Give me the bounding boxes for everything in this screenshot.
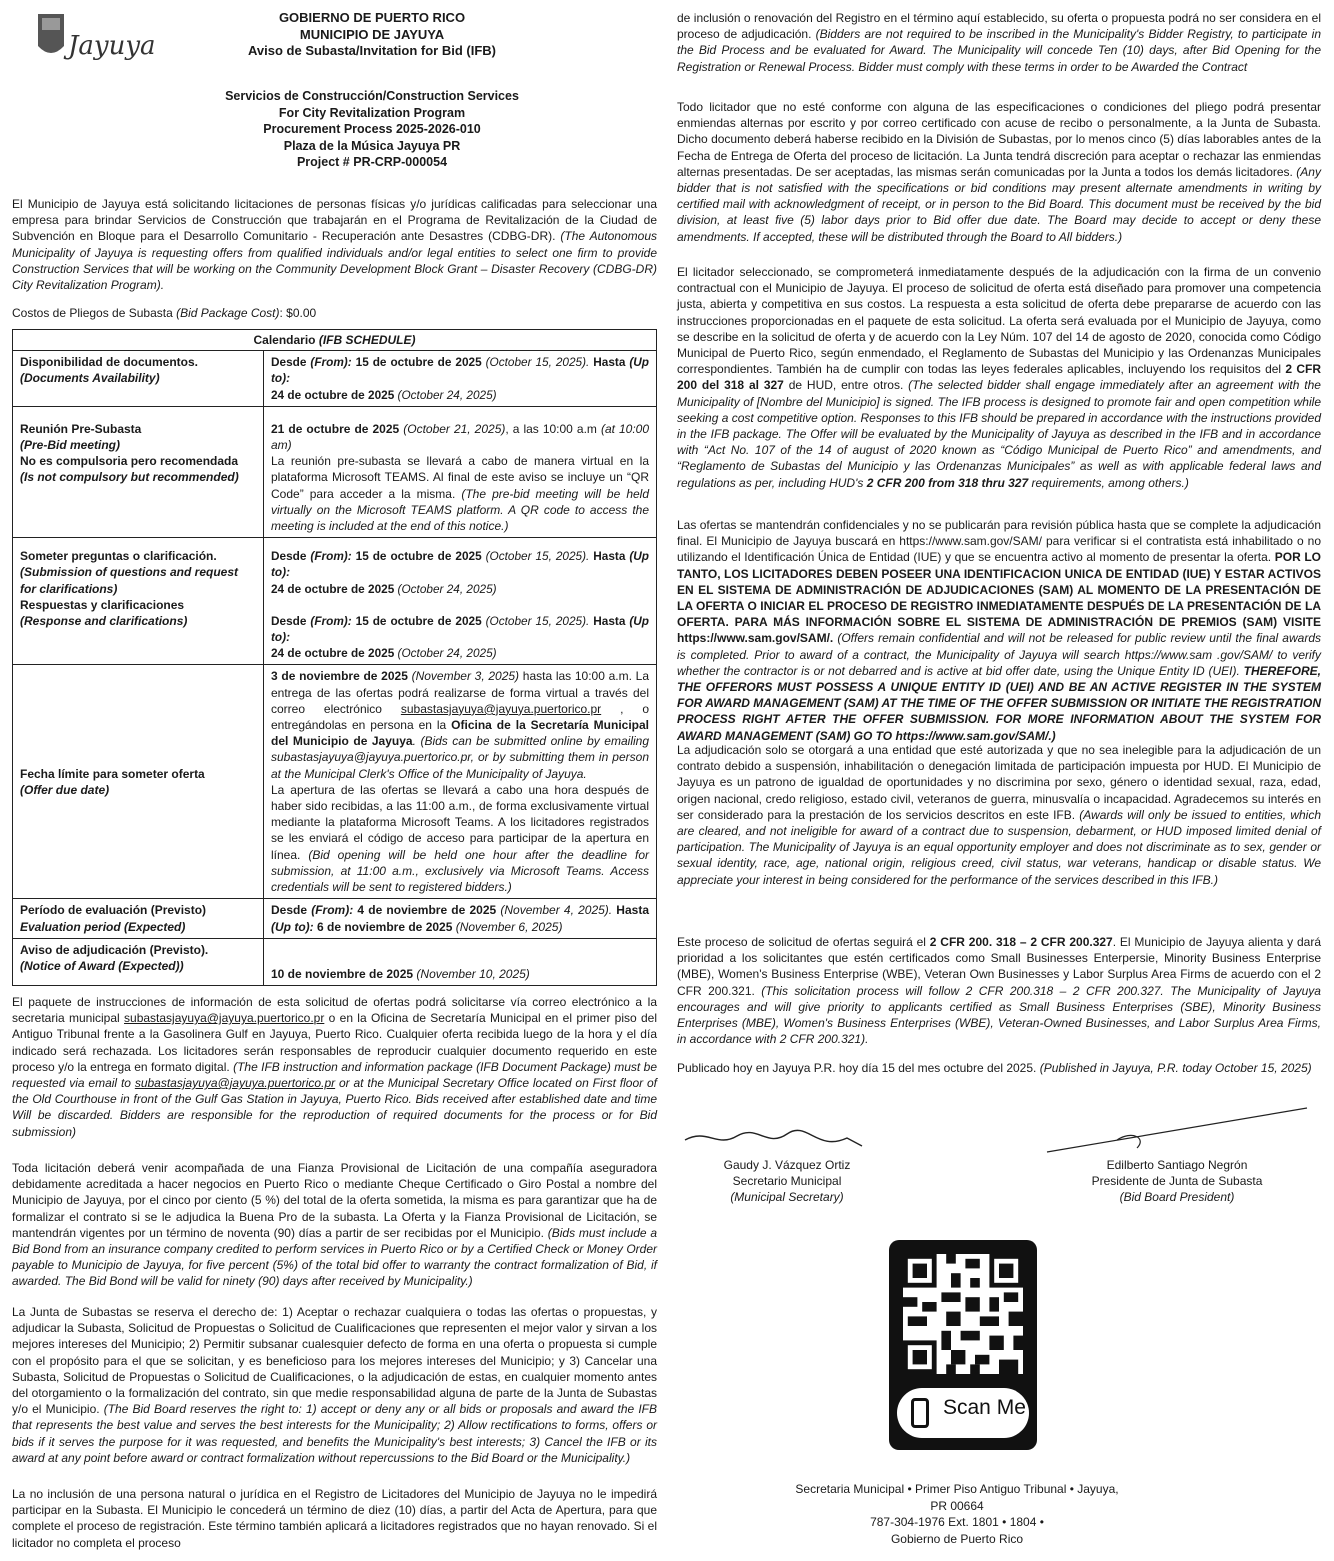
footer — [787, 1481, 1127, 1547]
header-subtitle — [222, 88, 522, 171]
intro-es: El Municipio de Jayuya está solicitando licitaciones de personas físicas y/o jurídicas calificadas para seleccionar una empresa para brindar Servicios de Construcción que trabajarán en el Programa de Revitalización de la Ciudad de Subvención en Bloque para el Desarrollo Comunitario - Recuperación ante Desastres (CDBG-DR). — [12, 197, 657, 244]
header-sub-3: Procurement Process 2025-2026-010 — [263, 122, 481, 136]
cfr-paragraph: Este proceso de solicitud de ofertas seguirá el 2 CFR 200. 318 – 2 CFR 200.327. El Municipio de Jayuya alienta y dará prioridad a los solicitantes que estén certificados como Small Businesses Enterpersie, Minority Business Enterprise (MBE), Women's Business Enterprise (WBE), Veteran Own Businesses y Labor Surplus Area Firms de acuerdo con el 2 CFR 200.321. (This solicitation process will follow 2 CFR 200.318 – 2 CFR 200.327. The Municipality of Jayuya encourages and will give priority to applicants certified as Small Business Enterprises (SBE), Minority Business Enterprises (MBE), Women's Business Enterprises (WBE), Veteran-Owned Businesses, and Labor Surplus Area Firms, in accordance with 2 CFR 200.321). — [677, 935, 1322, 1047]
signature-block-president — [1077, 1157, 1277, 1205]
signature-1-name: Gaudy J. Vázquez Ortiz — [723, 1158, 851, 1172]
registry-paragraph: La no inclusión de una persona natural o jurídica en el Registro de Licitadores del Municipio de Jayuya no le impedirá participar en la Subasta. El Municipio le concederá un término de diez (10) días, a partir del Acta de Apertura, para que complete el proceso de registración. Este término también aplicará a licitadores registrados que no hayan renovado. Si el licitador no completa el proceso — [12, 1487, 657, 1550]
svg-text:Jayuya: Jayuya — [68, 31, 156, 61]
intro-en: (The Autonomous Municipality of Jayuya is requesting offers from qualified individuals and/or legal entities to select one firm to provide Construction Services that will be working on the Community Development Block Grant – Disaster Recovery (CDBG-DR) City Revitalization Program). — [12, 229, 657, 293]
scan-me-button[interactable] — [897, 1388, 1029, 1438]
header-sub-1: Servicios de Construcción/Construction Services — [225, 89, 519, 103]
amendments-paragraph: Todo licitador que no esté conforme con alguna de las especificaciones o condiciones del pliego podrá presentar enmiendas alternas por escrito y por correo certificado con acuse de recibo o personalmente, a la Junta de Subasta. Dicho documento deberá haberse recibido en la División de Subastas, por lo menos cinco (5) días laborables antes de la Fecha de Entrega de Oferta del proceso de licitación. La Junta tendrá discreción para aceptar o rechazar las enmiendas alternas presentadas. De ser aceptadas, las mismas serán comunicadas por la Junta a todos los demás licitadores. (Any bidder that is not satisfied with the specifications or bid conditions may present alternate amendments in writing by certified mail with acknowledgment of receipt, or in person to the Bid Board. This document must be received by the bid division, at least five (5) labor days prior to Bid offer due date. The Board may decide to accept or deny these amendments. If accepted, these will be distributed through the Board to All bidders.) — [677, 100, 1321, 244]
footer-line-1: Secretaria Municipal • Primer Piso Antiguo Tribunal • Jayuya, PR 00664 — [795, 1482, 1119, 1513]
offer-email-link[interactable]: subastasjayuya@jayuya.puertorico.pr — [400, 701, 602, 716]
header-sub-2: For City Revitalization Program — [278, 105, 466, 120]
phone-icon — [911, 1398, 929, 1428]
table-row: Disponibilidad de documentos. (Documents Availability) Desde (From): 15 de octubre de 2025 (October 15, 2025). Hasta (Up to): 24 de octubre de 2025 (October 24, 2025) — [13, 351, 657, 407]
header — [12, 0, 657, 180]
signature-2-title: Presidente de Junta de Subasta — [1091, 1174, 1263, 1188]
scan-me-label: Scan Me — [943, 1396, 1026, 1419]
footer-line-3: Gobierno de Puerto Rico — [890, 1531, 1024, 1546]
intro-paragraph — [12, 196, 657, 293]
eligibility-paragraph: La adjudicación solo se otorgará a una entidad que esté autorizada y que no sea inelegible para la adjudicación de un contrato debido a suspensión, inhabilitación o denegación limitada de participación impuesta por HUD. El Municipio de Jayuya es un patrono de igualdad de oportunidades y no discrimina por sexo, género o identidad sexual, raza, edad, origen nacional, credo religioso, estado civil, veteranos de guerra, minusvalía o incapacidad. Agradecemos su interés en ser considerado para la prestación de los servicios descritos en este IFB. (Awards will only be issued to entities, which are cleared, and not ineligible for award of a contract due to suspension, debarment, or HUD imposed limited denial of participation. The Municipality of Jayuya is an equal opportunity employer and does not discriminate as to sex, gender or sexual identity, race, age, national origin, religious creed, civil status, war veterans, handicap or disable status. We appreciate your interest in being considered for the performance of the services described in this IFB.) — [677, 743, 1321, 887]
header-sub-5: Project # PR-CRP-000054 — [296, 155, 448, 169]
board-rights-paragraph: La Junta de Subastas se reserva el derecho de: 1) Aceptar o rechazar cualquiera o todas las ofertas o propuestas, y adjudicar la Subasta, Solicitud de Propuestas o Solicitud de Cualificaciones que representen el mejor valor y sirvan a los mejores intereses del Municipio; 2) Permitir subsanar cualesquier defecto de forma en una oferta o propuesta si cumple con el propósito para el que se solicitan, y es beneficioso para los mejores intereses del Municipio; y 3) Cancelar una Subasta, Solicitud de Propuestas o Solicitud de Cualificaciones, o la adjudicación de estas, en cualquier momento antes del otorgamiento o la formalización del contrato, sin que medie responsabilidad alguna de parte de la Junta de Subastas y/o el Municipio. (The Bid Board reserves the right to: 1) accept or deny any or all bids or proposals and award the IFB that represents the best value and serves the best interests for the Municipality; 2) Allow rectifications to forms, offers or bids if it serves the purpose for it was requested, and benefits the Municipality's best interests; 3) Cancel the IFB or its award at any point before award or contract formalization without repercussions to the Bid Board or the Municipality.) — [12, 1305, 657, 1465]
cost-value: : $0.00 — [279, 306, 317, 320]
signature-2-title-en: (Bid Board President) — [1119, 1190, 1235, 1204]
municipality-logo — [34, 8, 164, 78]
footer-line-2: 787-304-1976 Ext. 1801 • 1804 • — [870, 1515, 1044, 1529]
schedule-title: Calendario (IFB SCHEDULE) — [13, 330, 657, 351]
qr-code[interactable] — [903, 1254, 1023, 1374]
secretary-email-link-en[interactable]: subastasjayuya@jayuya.puertorico.pr — [134, 1076, 336, 1091]
table-row: Fecha límite para someter oferta (Offer due date) 3 de noviembre de 2025 (November 3, 2025) hasta las 10:00 a.m. La entrega de las ofertas podrá realizarse de forma virtual a través del correo electrónico subastasjayuya@jayuya.puertorico.pr , o entregándolas en persona en la Oficina de la Secretaría Municipal del Municipio de Jayuya. (Bids can be submitted online by emailing subastasjayuya@jayuya.puertorico.pr, or by submitting them in person at the Municipal Clerk's Office of the Municipality of Jayuya. La apertura de las ofertas se llevará a cabo una hora después de haber sido recibidas, a las 11:00 a.m., de forma exclusivamente virtual mediante la plataforma Microsoft Teams. A los licitadores registrados se les enviará el código de acceso para participar de la apertura en línea. (Bid opening will be held one hour after the deadline for submission, at 11:00 a.m., exclusively via Microsoft Teams. Access credentials will be sent to registered bidders.) — [13, 665, 657, 899]
table-row: Período de evaluación (Previsto) Evaluation period (Expected) Desde (From): 4 de noviembre de 2025 (November 4, 2025). Hasta (Up to): 6 de noviembre de 2025 (November 6, 2025) — [13, 899, 657, 938]
cost-label-en: (Bid Package Cost) — [176, 306, 280, 320]
left-column — [12, 0, 658, 1550]
header-line-3: Aviso de Subasta/Invitation for Bid (IFB) — [248, 43, 496, 58]
info-package-paragraph: El paquete de instrucciones de información de esta solicitud de ofertas podrá solicitarse vía correo electrónico a la secretaria municipal subastasjayuya@jayuya.puertorico.pr o en la Oficina de Secretaría Municipal en el primer piso del Antiguo Tribunal frente a la Gasolinera Gulf en Jayuya, Puerto Rico. Cualquier oferta recibida luego de la hora y el día indicado será rechazada. Los licitadores serán responsables de reproducir cualquier documento requerido en este proceso y/o la entrega en formato digital. (The IFB instruction and information package (IFB Document Package) must be requested via email to subastasjayuya@jayuya.puertorico.pr or at the Municipal Secretary Office located on First floor of the Old Courthouse in front of the Gulf Gas Station in Jayuya, Puerto Rico. Bids received after established date and time Will be discarded. Bidders are responsible for the reproduction of required documents for the process or for Bid submission) — [12, 995, 658, 1139]
selected-bidder-paragraph: El licitador seleccionado, se comprometerá inmediatamente después de la adjudicación con la firma de un convenio contractual con el Municipio de Jayuya. El proceso de solicitud de oferta está diseñado para promover una competencia justa, abierta y competitiva en sus costos. La respuesta a esta solicitud de oferta debe prepararse de acuerdo con las instrucciones proporcionadas en el paquete de esta solicitud. La oferta será evaluada por el Municipio de Jayuya, como se describe en la solicitud de oferta y de acuerdo con la Ley Núm. 107 del 14 de agosto de 2020, conocida como Código Municipal de Puerto Rico, según enmendado, el Reglamento de Subastas del Municipio y las Ordenanzas Municipales correspondientes. También ha de cumplir con todas las leyes federales aplicables, incluyendo los requisitos del 2 CFR 200 del 318 al 327 de HUD, entre otros. (The selected bidder shall engage immediately after an agreement with the Municipality of [Nombre del Municipio] is signed. The IFB process is designed to promote fair and open competition while seeking a cost competitive option. Responses to this IFB should be prepared in accordance with the instructions provided in the IFB package. The Offer will be evaluated by the Municipality of Jayuya as described in the IFB and in accordance with “Act No. 107 of the 14 of august of 2020 known as “Código Municipal de Puerto Rico” and amendments, and “Reglamento de Subastas del Municipio y las Ordenanzas Municipales” as well as with applicable federal laws and regulations as per, including HUD's 2 CFR 200 from 318 thru 327 requirements, among others.) — [677, 265, 1321, 490]
table-row: Aviso de adjudicación (Previsto). (Notice of Award (Expected)) 10 de noviembre de 2025 (November 10, 2025) — [13, 938, 657, 985]
signature-1-title-en: (Municipal Secretary) — [730, 1190, 844, 1204]
signature-2-scribble — [1037, 1100, 1317, 1160]
registry-paragraph-cont: de inclusión o renovación del Registro en el término aquí establecido, su oferta o propuesta podrá no ser considera en el proceso de adjudicación. (Bidders are not required to be inscribed in the Municipality's Bidder Registry, to participate in the Bid Process and be evaluated for Award. The Municipality will concede Ten (10) days, after Bid Opening for the Registration or Renewal Process. Bidder must comply with these terms in order to be Awarded the Contract — [677, 11, 1321, 74]
qr-code-card[interactable] — [889, 1240, 1037, 1450]
signature-block-secretary — [697, 1157, 877, 1205]
cost-label: Costos de Pliegos de Subasta — [12, 306, 173, 320]
header-title — [222, 10, 522, 60]
bid-bond-paragraph: Toda licitación deberá venir acompañada de una Fianza Provisional de Licitación de una compañía aseguradora debidamente acreditada a hacer negocios en Puerto Rico o mediante Cheque Certificado o Giro Postal a nombre del Municipio de Jayuya, por el cinco por ciento (5 %) del total de la oferta sometida, la misma es para garantizar que ha de formalizar el contrato si se le adjudica la Buena Pro de la subasta. La Oferta y la Fianza Provisional de Licitación, se mantendrán vigentes por un término de noventa (90) días a partir de ser recibidas por el Municipio. (Bids must include a Bid Bond from an insurance company credited to perform services in Puerto Rico or by a Certified Check or Money Order payable to Municipio de Jayuya, for five percent (5%) of the total bid offer to warranty the contract formalization of Bid, if awarded. The Bid Bond will be valid for ninety (90) days after received by Municipality.) — [12, 1161, 657, 1289]
signature-1-title: Secretario Municipal — [732, 1174, 842, 1188]
header-line-2: MUNICIPIO DE JAYUYA — [299, 26, 445, 42]
header-line-1: GOBIERNO DE PUERTO RICO — [278, 10, 466, 25]
table-row: Reunión Pre-Subasta (Pre-Bid meeting) No es compulsoria pero recomendada (Is not compulsory but recommended) 21 de octubre de 2025 (October 21, 2025), a las 10:00 a.m (at 10:00 am) La reunión pre-subasta se llevará a cabo de manera virtual en la plataforma Microsoft TEAMS. Al final de este aviso se incluye un “QR Code” para acceder a la misma. (The pre-bid meeting will be held virtually on the Microsoft TEAMS platform. A QR code to access the meeting is included at the end of this notice.) — [13, 406, 657, 537]
schedule-table — [12, 329, 657, 986]
qr-code-icon — [903, 1254, 1023, 1374]
signature-2-name: Edilberto Santiago Negrón — [1106, 1158, 1248, 1172]
secretary-email-link[interactable]: subastasjayuya@jayuya.puertorico.pr — [124, 1011, 325, 1026]
bid-package-cost — [12, 305, 316, 321]
sam-paragraph: Las ofertas se mantendrán confidenciales y no se publicarán para revisión pública hasta que se complete la adjudicación final. El Municipio de Jayuya buscará en https://www.sam.gov/SAM/ para verificar si el contratista está inhabilitado o no utilizando el Identificación Única de Entidad (IUE) y que se encuentra activo al momento de presentar la oferta. POR LO TANTO, LOS LICITADORES DEBEN POSEER UNA IDENTIFICACION UNICA DE ENTIDAD (IUE) Y ESTAR ACTIVOS EN EL SISTEMA DE ADMINISTRACIÓN DE ADJUDICACIONES (SAM) AL MOMENTO DE LA PRESENTACIÓN DE LA OFERTA O INICIAR EL PROCESO DE REGISTRO INMEDIATAMENTE DESPUÉS DE LA PRESENTACIÓN DE LA OFERTA. PARA MÁS INFORMACIÓN SOBRE EL SISTEMA DE ADMINISTRACIÓN DE PREMIOS (SAM) VISITE https://www.sam.gov/SAM/. (Offers remain confidential and will not be released for public review until the final awards is completed. Prior to award of a contract, the Municipality of Jayuya will search https://www.sam .gov/SAM/ to verify whether the contractor is or not debarred and is active at bid offer date, using the Unique Entity ID (UEI). THEREFORE, THE OFFERORS MUST POSSESS A UNIQUE ENTITY ID (UEI) AND BE AN ACTIVE REGISTER IN THE SYSTEM FOR AWARD MANAGEMENT (SAM) AT THE TIME OF THE OFFER SUBMISSION OR INITIATE THE REGISTRATION PROCESS RIGHT AFTER THE OFFER SUBMISSION. FOR MORE INFORMATION ABOUT THE SYSTEM FOR AWARD MANAGEMENT (SAM) GO TO https://www.sam.gov/SAM/.) — [677, 518, 1321, 743]
header-sub-4: Plaza de la Música Jayuya PR — [283, 138, 461, 153]
published-line: Publicado hoy en Jayuya P.R. hoy día 15 del mes octubre del 2025. (Published in Jayuya, P.R. today October 15, 2025) — [677, 1061, 1312, 1075]
signature-1-scribble — [677, 1118, 877, 1162]
table-row: Someter preguntas o clarificación. (Submission of questions and request for clarifications) Respuestas y clarificaciones (Response and clarifications) Desde (From): 15 de octubre de 2025 (October 15, 2025). Hasta (Up to): 24 de octubre de 2025 (October 24, 2025) Desde (From): 15 de octubre de 2025 (October 15, 2025). Hasta (Up to): 24 de octubre de 2025 (October 24, 2025) — [13, 538, 657, 665]
